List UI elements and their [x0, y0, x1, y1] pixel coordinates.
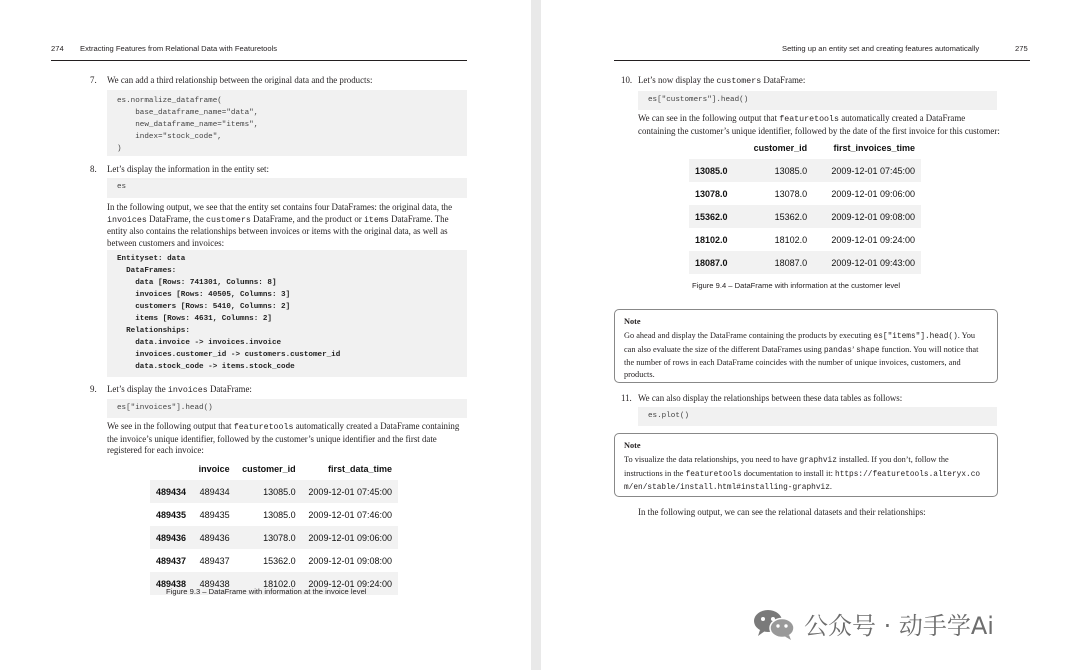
step-10-text-end: DataFrame: [761, 75, 806, 85]
table-cell: 13085.0 [263, 509, 296, 520]
row-index-cell: 13078.0 [695, 188, 728, 199]
table-cell: 18102.0 [236, 572, 302, 595]
table-row [689, 228, 921, 251]
row-index-cell: 15362.0 [689, 205, 739, 228]
step-10-number: 10. [621, 75, 633, 85]
table-row [689, 159, 921, 182]
note-text: . [829, 482, 832, 492]
note-text: ’ [851, 344, 857, 354]
right-page-number: 275 [1015, 44, 1028, 53]
column-header: invoice [192, 458, 235, 480]
step-7-number: 7. [90, 75, 97, 85]
column-header [150, 458, 192, 480]
table-cell: 13078.0 [774, 188, 808, 199]
row-index-cell: 489438 [150, 572, 192, 595]
step-8-paragraph [107, 202, 469, 250]
table-cell: 489438 [192, 572, 235, 595]
table-row [689, 205, 921, 228]
column-header: first_data_time [302, 458, 398, 480]
figure-9-3-caption: Figure 9.3 – DataFrame with information at the invoice level [166, 587, 367, 596]
note-title: Note [624, 441, 641, 450]
row-index-cell: 18087.0 [689, 251, 739, 274]
row-index-cell: 18102.0 [695, 234, 728, 245]
para-text: DataFrame. The entity also contains the relationships between invoices or items with the original data, as well as between customers and invoices: [107, 213, 449, 249]
table-cell: 2009-12-01 07:45:00 [813, 159, 921, 182]
inline-code-featuretools: featuretools [779, 115, 839, 124]
customer-dataframe-table [689, 137, 921, 274]
step-9-text-end: DataFrame: [207, 384, 252, 394]
entityset-output: Entityset: data DataFrames: data [Rows: 741301, Columns: 8] invoices [Rows: 40505, Columns: 3] customers [Rows: 5410, Columns: 2] items [Rows: 4631, Columns: 2] Relationships: data.invoice -> invoices.invoice invoices.customer_id -> customers.customer_id data.stock_code -> items.stock_code [107, 250, 467, 377]
table-cell: 2009-12-01 09:08:00 [308, 555, 392, 566]
table-cell: 13085.0 [739, 159, 813, 182]
table-cell: 18087.0 [739, 251, 813, 274]
step-10-text: Let’s now display the [638, 75, 717, 85]
watermark [752, 606, 994, 641]
note-text: Go ahead and display the DataFrame containing the products by executing [624, 331, 874, 341]
column-header: first_invoices_time [813, 137, 921, 159]
step-9-code: es["invoices"].head() [107, 399, 467, 418]
step-11-text: We can also display the relationships between these data tables as follows: [638, 393, 903, 403]
inline-code-invoices: invoices [107, 215, 147, 225]
table-header-row [689, 137, 921, 159]
table-cell: 489434 [192, 480, 235, 503]
right-page [541, 0, 1080, 670]
note-box-graphviz [614, 433, 998, 497]
table-row [150, 526, 398, 549]
inline-code-featuretools: featuretools [233, 423, 294, 432]
table-cell: 489436 [192, 526, 235, 549]
column-header: customer_id [236, 458, 302, 480]
note-body [624, 454, 988, 494]
left-header-rule [51, 60, 467, 61]
install-url-link[interactable]: https://featuretools.alteryx.com/en/stable/install.html#installing-graphviz [624, 470, 981, 493]
right-header-title: Setting up an entity set and creating features automatically [782, 44, 980, 53]
inline-code-items-head: es["items"].head() [873, 333, 958, 342]
table-header-row [150, 458, 398, 480]
note-text: To visualize the data relationships, you need to have [624, 455, 800, 465]
inline-code-shape: shape [856, 346, 880, 355]
table-cell: 2009-12-01 09:08:00 [813, 205, 921, 228]
step-11 [621, 393, 1000, 405]
note-text: . You can also evaluate the size of the different DataFrames using [624, 331, 976, 354]
note-text: function. You will notice that the number of rows in each DataFrame coincides with the number of unique invoices, customers, and products. [624, 344, 979, 379]
para-text: In the following output, we see that the entity set contains four DataFrames: the original data, the [107, 202, 453, 212]
step-8-text: Let’s display the information in the entity set: [107, 164, 269, 174]
table-cell: 2009-12-01 07:45:00 [302, 480, 398, 503]
table-row [689, 251, 921, 274]
table-cell: 2009-12-01 09:24:00 [302, 572, 398, 595]
step-9-paragraph [107, 421, 469, 457]
step-7 [90, 75, 467, 87]
table-row [689, 182, 921, 205]
column-header: customer_id [739, 137, 813, 159]
inline-code-featuretools: featuretools [685, 470, 742, 479]
step-10-code: es["customers"].head() [638, 91, 997, 110]
table-cell: 489437 [199, 555, 230, 566]
step-8-number: 8. [90, 164, 97, 174]
para-text: We can see in the following output that [638, 113, 780, 123]
step-8-code: es [107, 178, 467, 198]
table-row [150, 480, 398, 503]
step-7-text: We can add a third relationship between the original data and the products: [107, 75, 373, 85]
inline-code-graphviz: graphviz [799, 457, 837, 466]
table-cell: 2009-12-01 09:06:00 [831, 188, 915, 199]
watermark-text: 公众号 · 动手学Ai [804, 612, 994, 640]
left-header-title: Extracting Features from Relational Data with Featuretools [80, 44, 278, 53]
table-cell: 2009-12-01 09:24:00 [831, 234, 915, 245]
step-9-text: Let’s display the [107, 384, 168, 394]
table-cell: 15362.0 [739, 205, 813, 228]
para-text: We see in the following output that [107, 421, 234, 431]
para-text: automatically created a DataFrame containing the invoice’s unique identifier, followed by the customer’s unique identifier and the first date registered for each invoice: [107, 421, 460, 456]
left-page-number: 274 [51, 44, 64, 53]
step-9 [90, 384, 467, 397]
inline-code-invoices: invoices [167, 386, 208, 395]
invoice-dataframe-table [150, 458, 398, 595]
step-9-number: 9. [90, 384, 97, 394]
para-text: automatically created a DataFrame containing the customer’s unique identifier, followed by the date of the first invoice for this customer: [638, 113, 1000, 136]
note-text: installed. If you don’t, follow the instructions in the [624, 455, 949, 478]
step-8 [90, 164, 467, 176]
table-cell: 18102.0 [774, 234, 808, 245]
wechat-icon [752, 607, 796, 641]
closing-paragraph: In the following output, we can see the relational datasets and their relationships: [638, 507, 926, 517]
row-index-cell: 13085.0 [689, 159, 739, 182]
left-page [0, 0, 531, 670]
para-text: DataFrame, the [146, 213, 206, 224]
table-cell: 489435 [199, 509, 230, 520]
table-row [150, 549, 398, 572]
note-body [624, 330, 988, 380]
table-cell: 2009-12-01 09:06:00 [302, 526, 398, 549]
note-box-items [614, 309, 998, 383]
step-11-code: es.plot() [638, 407, 997, 426]
inline-code-customers: customers [206, 215, 251, 225]
step-10 [621, 75, 1000, 88]
row-index-cell: 489437 [156, 555, 187, 566]
inline-code-pandas: pandas [823, 346, 852, 355]
note-text: documentation to install it: [741, 468, 836, 478]
para-text: DataFrame, and the product or [250, 213, 364, 224]
table-cell: 2009-12-01 09:43:00 [813, 251, 921, 274]
note-title: Note [624, 317, 641, 326]
table-cell: 13085.0 [236, 480, 302, 503]
step-11-number: 11. [621, 393, 632, 403]
table-cell: 15362.0 [263, 555, 296, 566]
inline-code-customers: customers [716, 77, 762, 86]
step-10-paragraph [638, 113, 1000, 137]
figure-9-4-caption: Figure 9.4 – DataFrame with information at the customer level [692, 281, 901, 290]
table-cell: 2009-12-01 07:46:00 [308, 509, 392, 520]
row-index-cell: 489436 [150, 526, 192, 549]
right-header-rule [614, 60, 1030, 61]
row-index-cell: 489434 [150, 480, 192, 503]
row-index-cell: 489435 [156, 509, 187, 520]
step-7-code: es.normalize_dataframe( base_dataframe_name="data", new_dataframe_name="items", index="stock_code", ) [107, 90, 467, 156]
table-cell: 13078.0 [236, 526, 302, 549]
inline-code-items: items [363, 215, 389, 225]
table-row [150, 503, 398, 526]
column-header [689, 137, 739, 159]
